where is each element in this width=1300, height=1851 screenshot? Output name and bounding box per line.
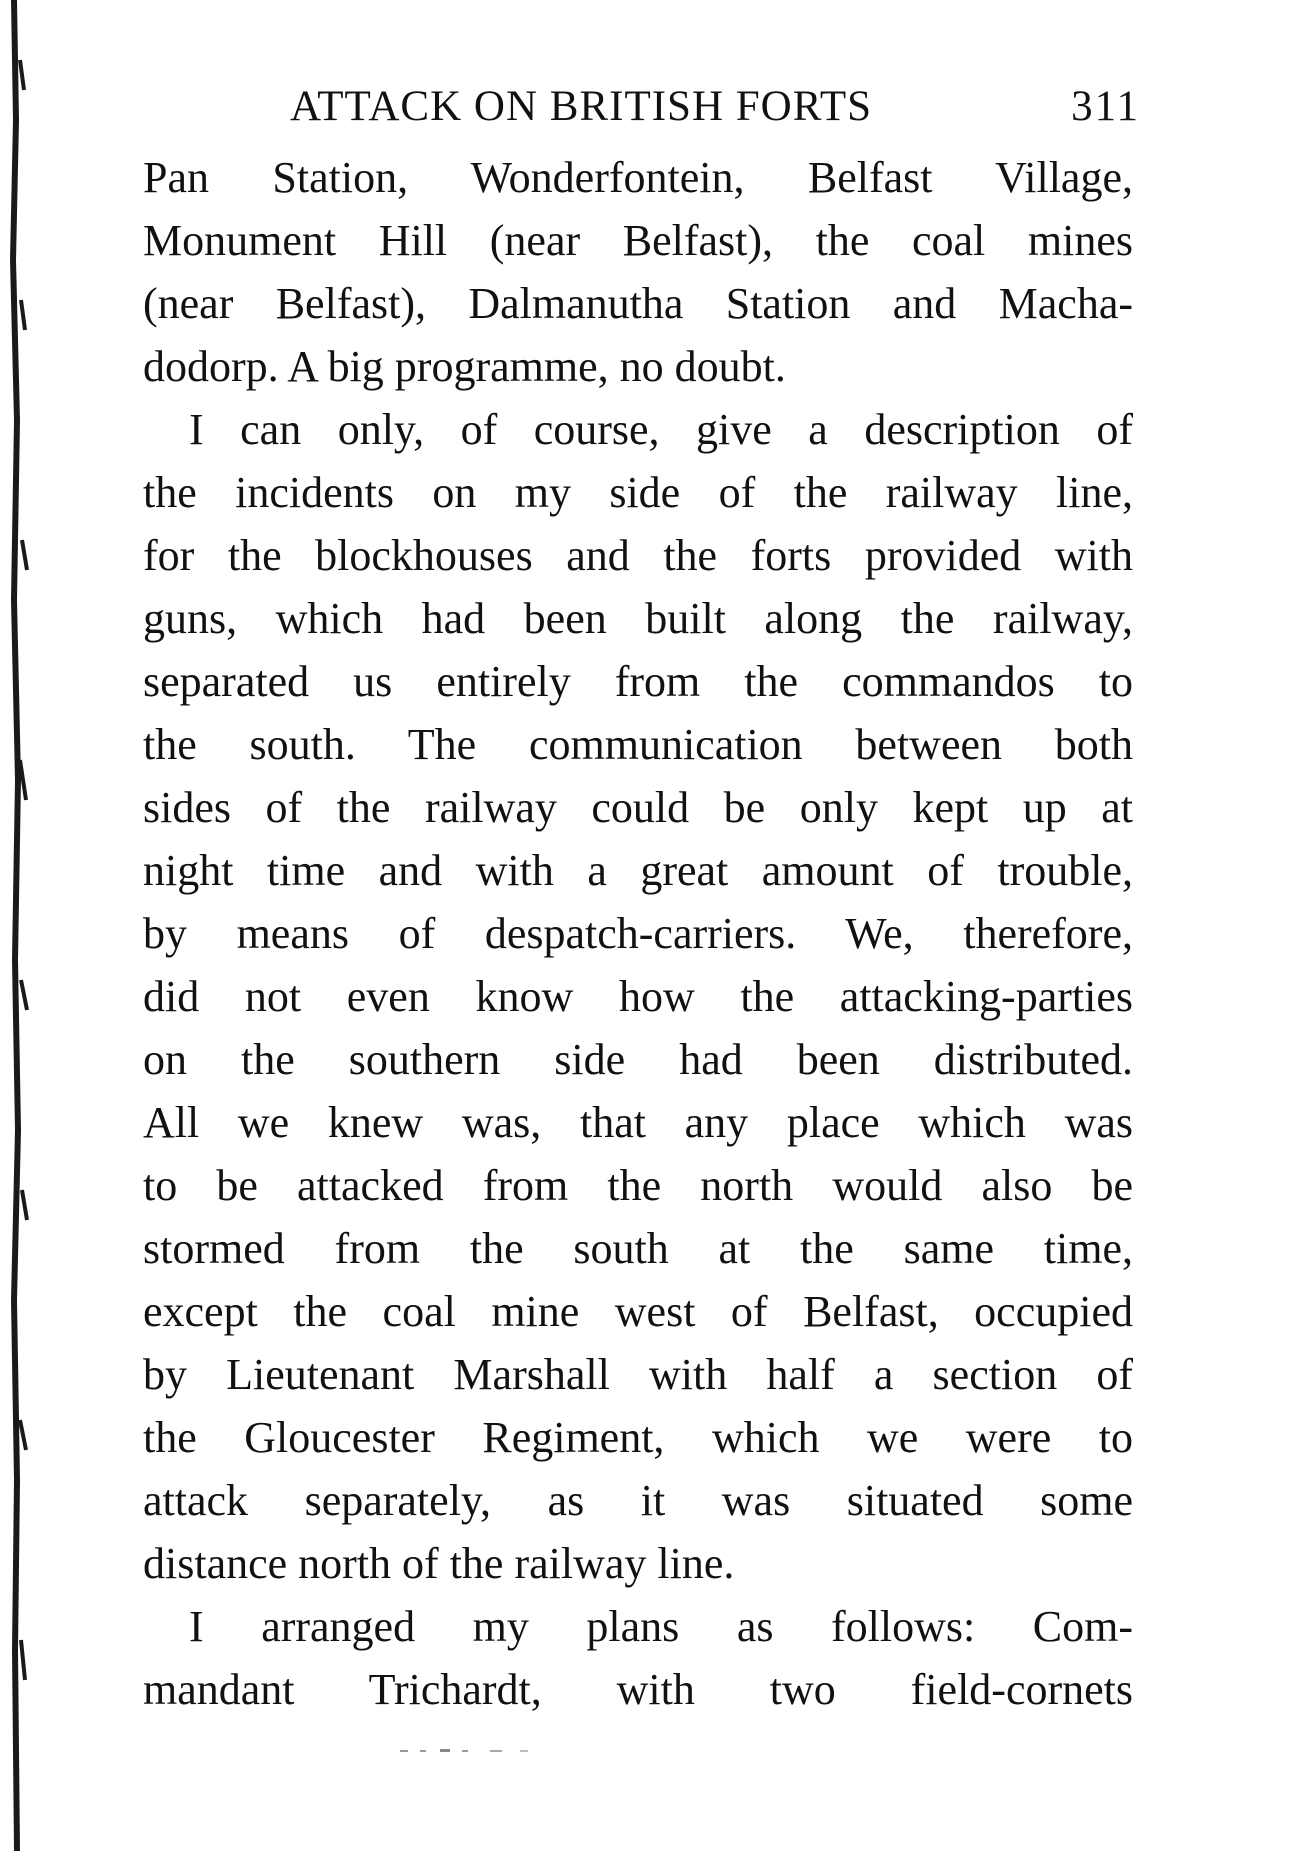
text-line: night time and with a great amount of trouble, xyxy=(143,846,1133,895)
text-line: the incidents on my side of the railway line, xyxy=(143,468,1133,517)
page-header xyxy=(290,82,1140,138)
text-line: stormed from the south at the same time, xyxy=(143,1224,1133,1273)
text-line: except the coal mine west of Belfast, occupied xyxy=(143,1287,1133,1336)
scan-specks xyxy=(400,1748,580,1754)
text-line: I arranged my plans as follows: Com- xyxy=(189,1602,1133,1651)
paragraph-3 xyxy=(143,1595,1133,1721)
text-line: separated us entirely from the commandos to xyxy=(143,657,1133,706)
text-line: on the southern side had been distributed. xyxy=(143,1035,1133,1084)
text-line: by Lieutenant Marshall with half a section of xyxy=(143,1350,1133,1399)
text-line: the south. The communication between both xyxy=(143,720,1133,769)
text-line: Pan Station, Wonderfontein, Belfast Village, xyxy=(143,153,1133,202)
text-line: to be attacked from the north would also be xyxy=(143,1161,1133,1210)
text-line: did not even know how the attacking-parties xyxy=(143,972,1133,1021)
paragraph-2 xyxy=(143,398,1133,1595)
text-body xyxy=(143,146,1133,1721)
paragraph-1 xyxy=(143,146,1133,398)
text-line: the Gloucester Regiment, which we were to xyxy=(143,1413,1133,1462)
text-line: dodorp. A big programme, no doubt. xyxy=(143,342,786,391)
text-line: All we knew was, that any place which was xyxy=(143,1098,1133,1147)
text-line: distance north of the railway line. xyxy=(143,1539,735,1588)
text-line: I can only, of course, give a description of xyxy=(189,405,1133,454)
page-number: 311 xyxy=(1071,83,1140,130)
running-title: ATTACK ON BRITISH FORTS xyxy=(290,83,872,130)
text-line: for the blockhouses and the forts provided with xyxy=(143,531,1133,580)
text-line: (near Belfast), Dalmanutha Station and Macha- xyxy=(143,279,1133,328)
text-line: Monument Hill (near Belfast), the coal mines xyxy=(143,216,1133,265)
text-line: mandant Trichardt, with two field-cornets xyxy=(143,1665,1133,1714)
text-line: guns, which had been built along the railway, xyxy=(143,594,1133,643)
text-line: attack separately, as it was situated some xyxy=(143,1476,1133,1525)
text-line: sides of the railway could be only kept up at xyxy=(143,783,1133,832)
page-binding-edge xyxy=(0,0,40,1851)
text-line: by means of despatch-carriers. We, therefore, xyxy=(143,909,1133,958)
